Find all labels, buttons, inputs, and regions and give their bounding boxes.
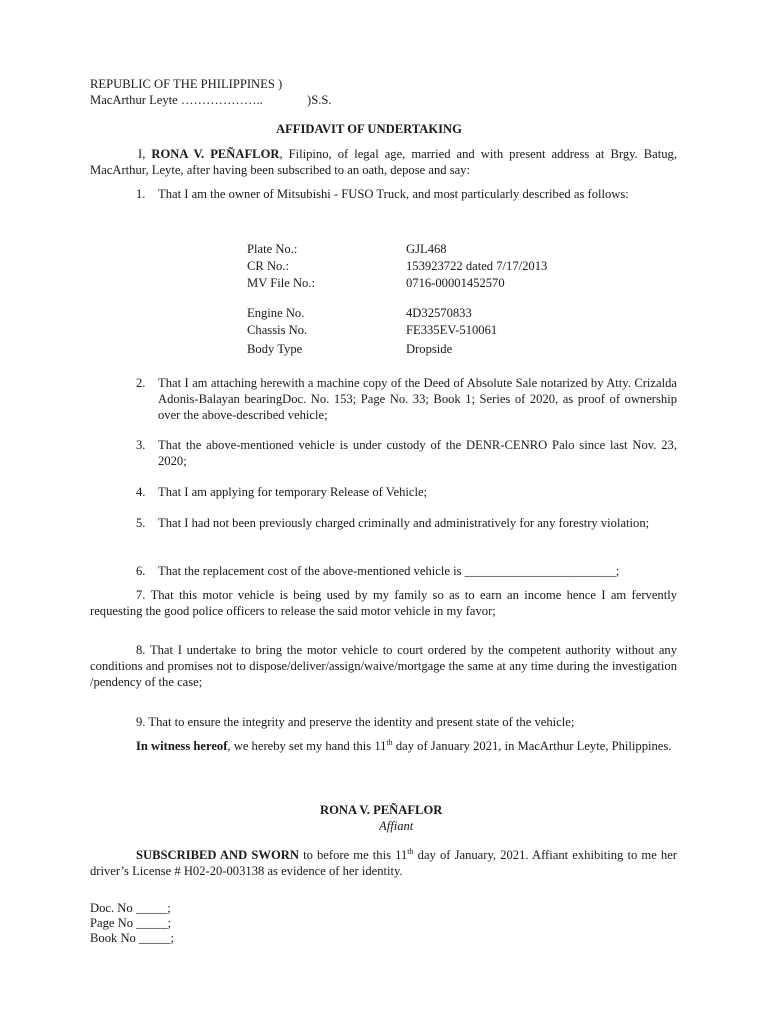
item-8-paragraph	[90, 642, 677, 690]
vehicle-label: Chassis No.	[247, 323, 308, 337]
notary-book-no: Book No _____;	[90, 931, 174, 945]
intro-paragraph	[90, 146, 677, 178]
item-4-text: That I am applying for temporary Release of Vehicle;	[158, 485, 428, 499]
vehicle-label: CR No.:	[247, 259, 289, 273]
item-6-text: That the replacement cost of the above-mentioned vehicle is ________________________;	[158, 564, 620, 578]
header-venue: MacArthur Leyte ………………..	[90, 93, 263, 107]
intro-text: , Filipino, of legal age, married and with present address at Brgy. Batug, MacArthur, Leyte, after having been subscribed to an oath, depose and say:	[90, 147, 677, 177]
vehicle-value: FE335EV-510061	[406, 323, 498, 337]
jurat-paragraph	[90, 847, 677, 879]
item-7-text: That this motor vehicle is being used by my family so as to earn an income hence I am fervently requesting the good police officers to release the said motor vehicle in my favor;	[90, 588, 678, 618]
witness-clause	[90, 738, 677, 754]
notary-page-no: Page No _____;	[90, 916, 172, 930]
item-8-number: 8.	[136, 643, 146, 657]
witness-text-a: , we hereby set my hand this 11	[227, 739, 387, 753]
signature-role: Affiant	[379, 819, 414, 833]
item-4-number: 4.	[136, 485, 146, 499]
item-9-paragraph	[136, 714, 574, 730]
item-3-number: 3.	[136, 438, 146, 452]
document-title: AFFIDAVIT OF UNDERTAKING	[276, 122, 462, 136]
vehicle-value: 153923722 dated 7/17/2013	[406, 259, 548, 273]
vehicle-value: GJL468	[406, 242, 447, 256]
jurat-text-a: to before me this 11	[298, 848, 408, 862]
vehicle-label: MV File No.:	[247, 276, 315, 290]
item-5-text: That I had not been previously charged criminally and administratively for any forestry violation;	[158, 516, 650, 530]
item-2-number: 2.	[136, 376, 146, 390]
header-republic: REPUBLIC OF THE PHILIPPINES )	[90, 77, 283, 91]
notary-doc-no: Doc. No _____;	[90, 901, 171, 915]
vehicle-label: Engine No.	[247, 306, 305, 320]
item-9-number: 9.	[136, 715, 146, 729]
vehicle-value: 0716-00001452570	[406, 276, 505, 290]
item-3-text: That the above-mentioned vehicle is under custody of the DENR-CENRO Palo since last Nov. 23, 2020;	[158, 438, 677, 468]
item-7-paragraph	[90, 587, 677, 619]
header-ss: )S.S.	[307, 93, 332, 107]
vehicle-label: Body Type	[247, 342, 303, 356]
item-7-number: 7.	[136, 588, 146, 602]
item-6-number: 6.	[136, 564, 146, 578]
jurat-sup: th	[407, 846, 414, 856]
vehicle-value: 4D32570833	[406, 306, 472, 320]
witness-sup: th	[386, 737, 393, 747]
item-1-number: 1.	[136, 187, 146, 201]
affiant-name-inline: RONA V. PEÑAFLOR	[151, 147, 280, 161]
item-9-text: That to ensure the integrity and preserve the identity and present state of the vehicle;	[148, 715, 575, 729]
item-5-number: 5.	[136, 516, 146, 530]
intro-prefix: I,	[138, 147, 152, 161]
witness-text-b: day of January 2021, in MacArthur Leyte, Philippines.	[392, 739, 672, 753]
item-2-text: That I am attaching herewith a machine copy of the Deed of Absolute Sale notarized by Atty. Crizalda Adonis-Balayan bearingDoc. No. 153; Page No. 33; Book 1; Series of 2020, as proof of ownership over the above-described vehicle;	[158, 376, 677, 422]
vehicle-value: Dropside	[406, 342, 453, 356]
jurat-text-b: day of January, 2021. Affiant exhibiting to me her driver’s License # H02-20-003138 as evidence of her identity.	[90, 848, 677, 878]
item-1-text: That I am the owner of Mitsubishi - FUSO Truck, and most particularly described as follows:	[158, 187, 629, 201]
item-8-text: That I undertake to bring the motor vehicle to court ordered by the competent authority without any conditions and promises not to dispose/deliver/assign/waive/mortgage the same at any time during the investigation /pendency of the case;	[90, 643, 678, 689]
witness-lead: In witness hereof	[136, 739, 228, 753]
vehicle-label: Plate No.:	[247, 242, 298, 256]
signature-name: RONA V. PEÑAFLOR	[320, 803, 443, 817]
jurat-lead: SUBSCRIBED AND SWORN	[136, 848, 299, 862]
